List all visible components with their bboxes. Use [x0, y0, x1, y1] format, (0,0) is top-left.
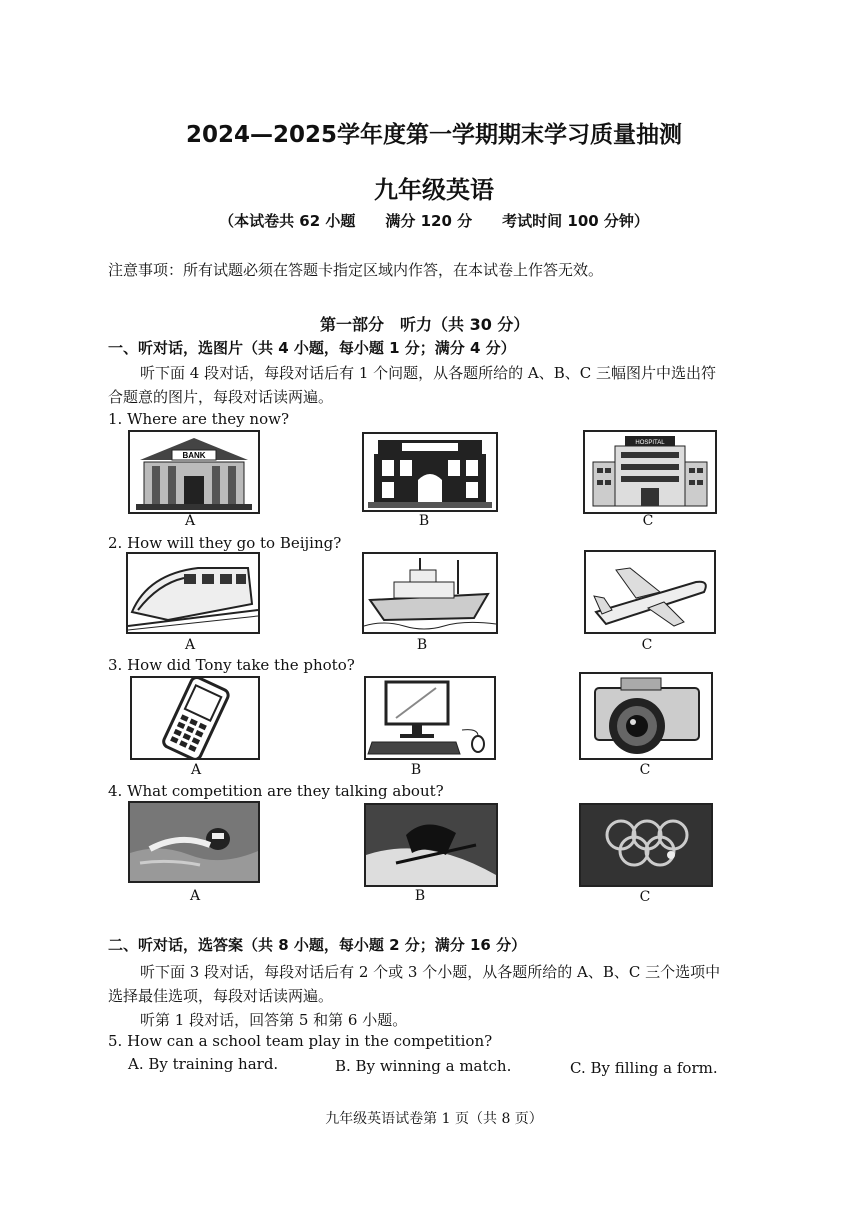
- swimmer-icon: [130, 803, 258, 881]
- ship-picture[interactable]: [362, 552, 498, 634]
- hospital-sign: HOSPITAL: [635, 440, 665, 446]
- mobile-phone-picture[interactable]: [130, 676, 260, 760]
- section1-instruction-2: 合题意的图片，每段对话读两遍。: [108, 388, 334, 406]
- q2-label-b: B: [416, 637, 428, 653]
- bank-sign: BANK: [182, 451, 206, 460]
- notice: 注意事项：所有试题必须在答题卡指定区域内作答，在本试卷上作答无效。: [108, 261, 604, 279]
- skiing-picture[interactable]: [364, 803, 498, 887]
- museum-icon: [364, 434, 496, 510]
- q1-label-a: A: [184, 513, 196, 529]
- hospital-icon: [585, 432, 715, 512]
- question-3: 3. How did Tony take the photo?: [108, 656, 355, 674]
- olympic-rings-picture[interactable]: [579, 803, 713, 887]
- q3-label-c: C: [639, 762, 651, 778]
- mobile-phone-icon: [132, 678, 258, 758]
- camera-icon: [581, 674, 711, 758]
- museum-building-picture[interactable]: [362, 432, 498, 512]
- computer-icon: [366, 678, 494, 758]
- dialogue-1-note: 听第 1 段对话，回答第 5 和第 6 小题。: [140, 1011, 408, 1029]
- train-picture[interactable]: [126, 552, 260, 634]
- q4-label-a: A: [189, 888, 201, 904]
- olympic-rings-icon: [581, 805, 711, 885]
- q5-option-b[interactable]: B. By winning a match.: [335, 1057, 512, 1075]
- section2-instruction-1: 听下面 3 段对话，每段对话后有 2 个或 3 个小题，从各题所给的 A、B、C 三个选项中: [140, 963, 721, 981]
- q3-label-b: B: [410, 762, 422, 778]
- hospital-building-picture[interactable]: [583, 430, 717, 514]
- q5-option-c[interactable]: C. By filling a form.: [570, 1059, 718, 1077]
- section2-heading: 二、听对话，选答案（共 8 小题，每小题 2 分；满分 16 分）: [108, 936, 527, 954]
- question-1: 1. Where are they now?: [108, 410, 289, 428]
- exam-title: 2024—2025学年度第一学期期末学习质量抽测: [185, 122, 683, 148]
- q2-label-a: A: [184, 637, 196, 653]
- section1-instruction-1: 听下面 4 段对话，每段对话后有 1 个问题，从各题所给的 A、B、C 三幅图片中选出符: [140, 364, 717, 382]
- question-2: 2. How will they go to Beijing?: [108, 534, 342, 552]
- train-icon: [128, 554, 258, 632]
- skier-icon: [366, 805, 496, 885]
- q1-label-c: C: [642, 513, 654, 529]
- q5-option-a[interactable]: A. By training hard.: [128, 1055, 279, 1073]
- exam-info: （本试卷共 62 小题 满分 120 分 考试时间 100 分钟）: [219, 212, 649, 230]
- q4-label-b: B: [414, 888, 426, 904]
- camera-picture[interactable]: [579, 672, 713, 760]
- question-5: 5. How can a school team play in the competition?: [108, 1032, 493, 1050]
- part1-title: 第一部分 听力（共 30 分）: [320, 315, 530, 334]
- question-4: 4. What competition are they talking about?: [108, 782, 444, 800]
- bank-icon: [130, 432, 258, 512]
- computer-picture[interactable]: [364, 676, 496, 760]
- section2-instruction-2: 选择最佳选项，每段对话读两遍。: [108, 987, 334, 1005]
- q3-label-a: A: [190, 762, 202, 778]
- q2-label-c: C: [641, 637, 653, 653]
- subject-title: 九年级英语: [374, 176, 494, 204]
- bank-building-picture[interactable]: [128, 430, 260, 514]
- section1-heading: 一、听对话，选图片（共 4 小题，每小题 1 分；满分 4 分）: [108, 339, 516, 357]
- airplane-picture[interactable]: [584, 550, 716, 634]
- airplane-icon: [586, 552, 714, 632]
- ship-icon: [364, 554, 496, 632]
- q1-label-b: B: [418, 513, 430, 529]
- swimming-picture[interactable]: [128, 801, 260, 883]
- q4-label-c: C: [639, 889, 651, 905]
- page-footer: 九年级英语试卷第 1 页（共 8 页）: [325, 1111, 543, 1127]
